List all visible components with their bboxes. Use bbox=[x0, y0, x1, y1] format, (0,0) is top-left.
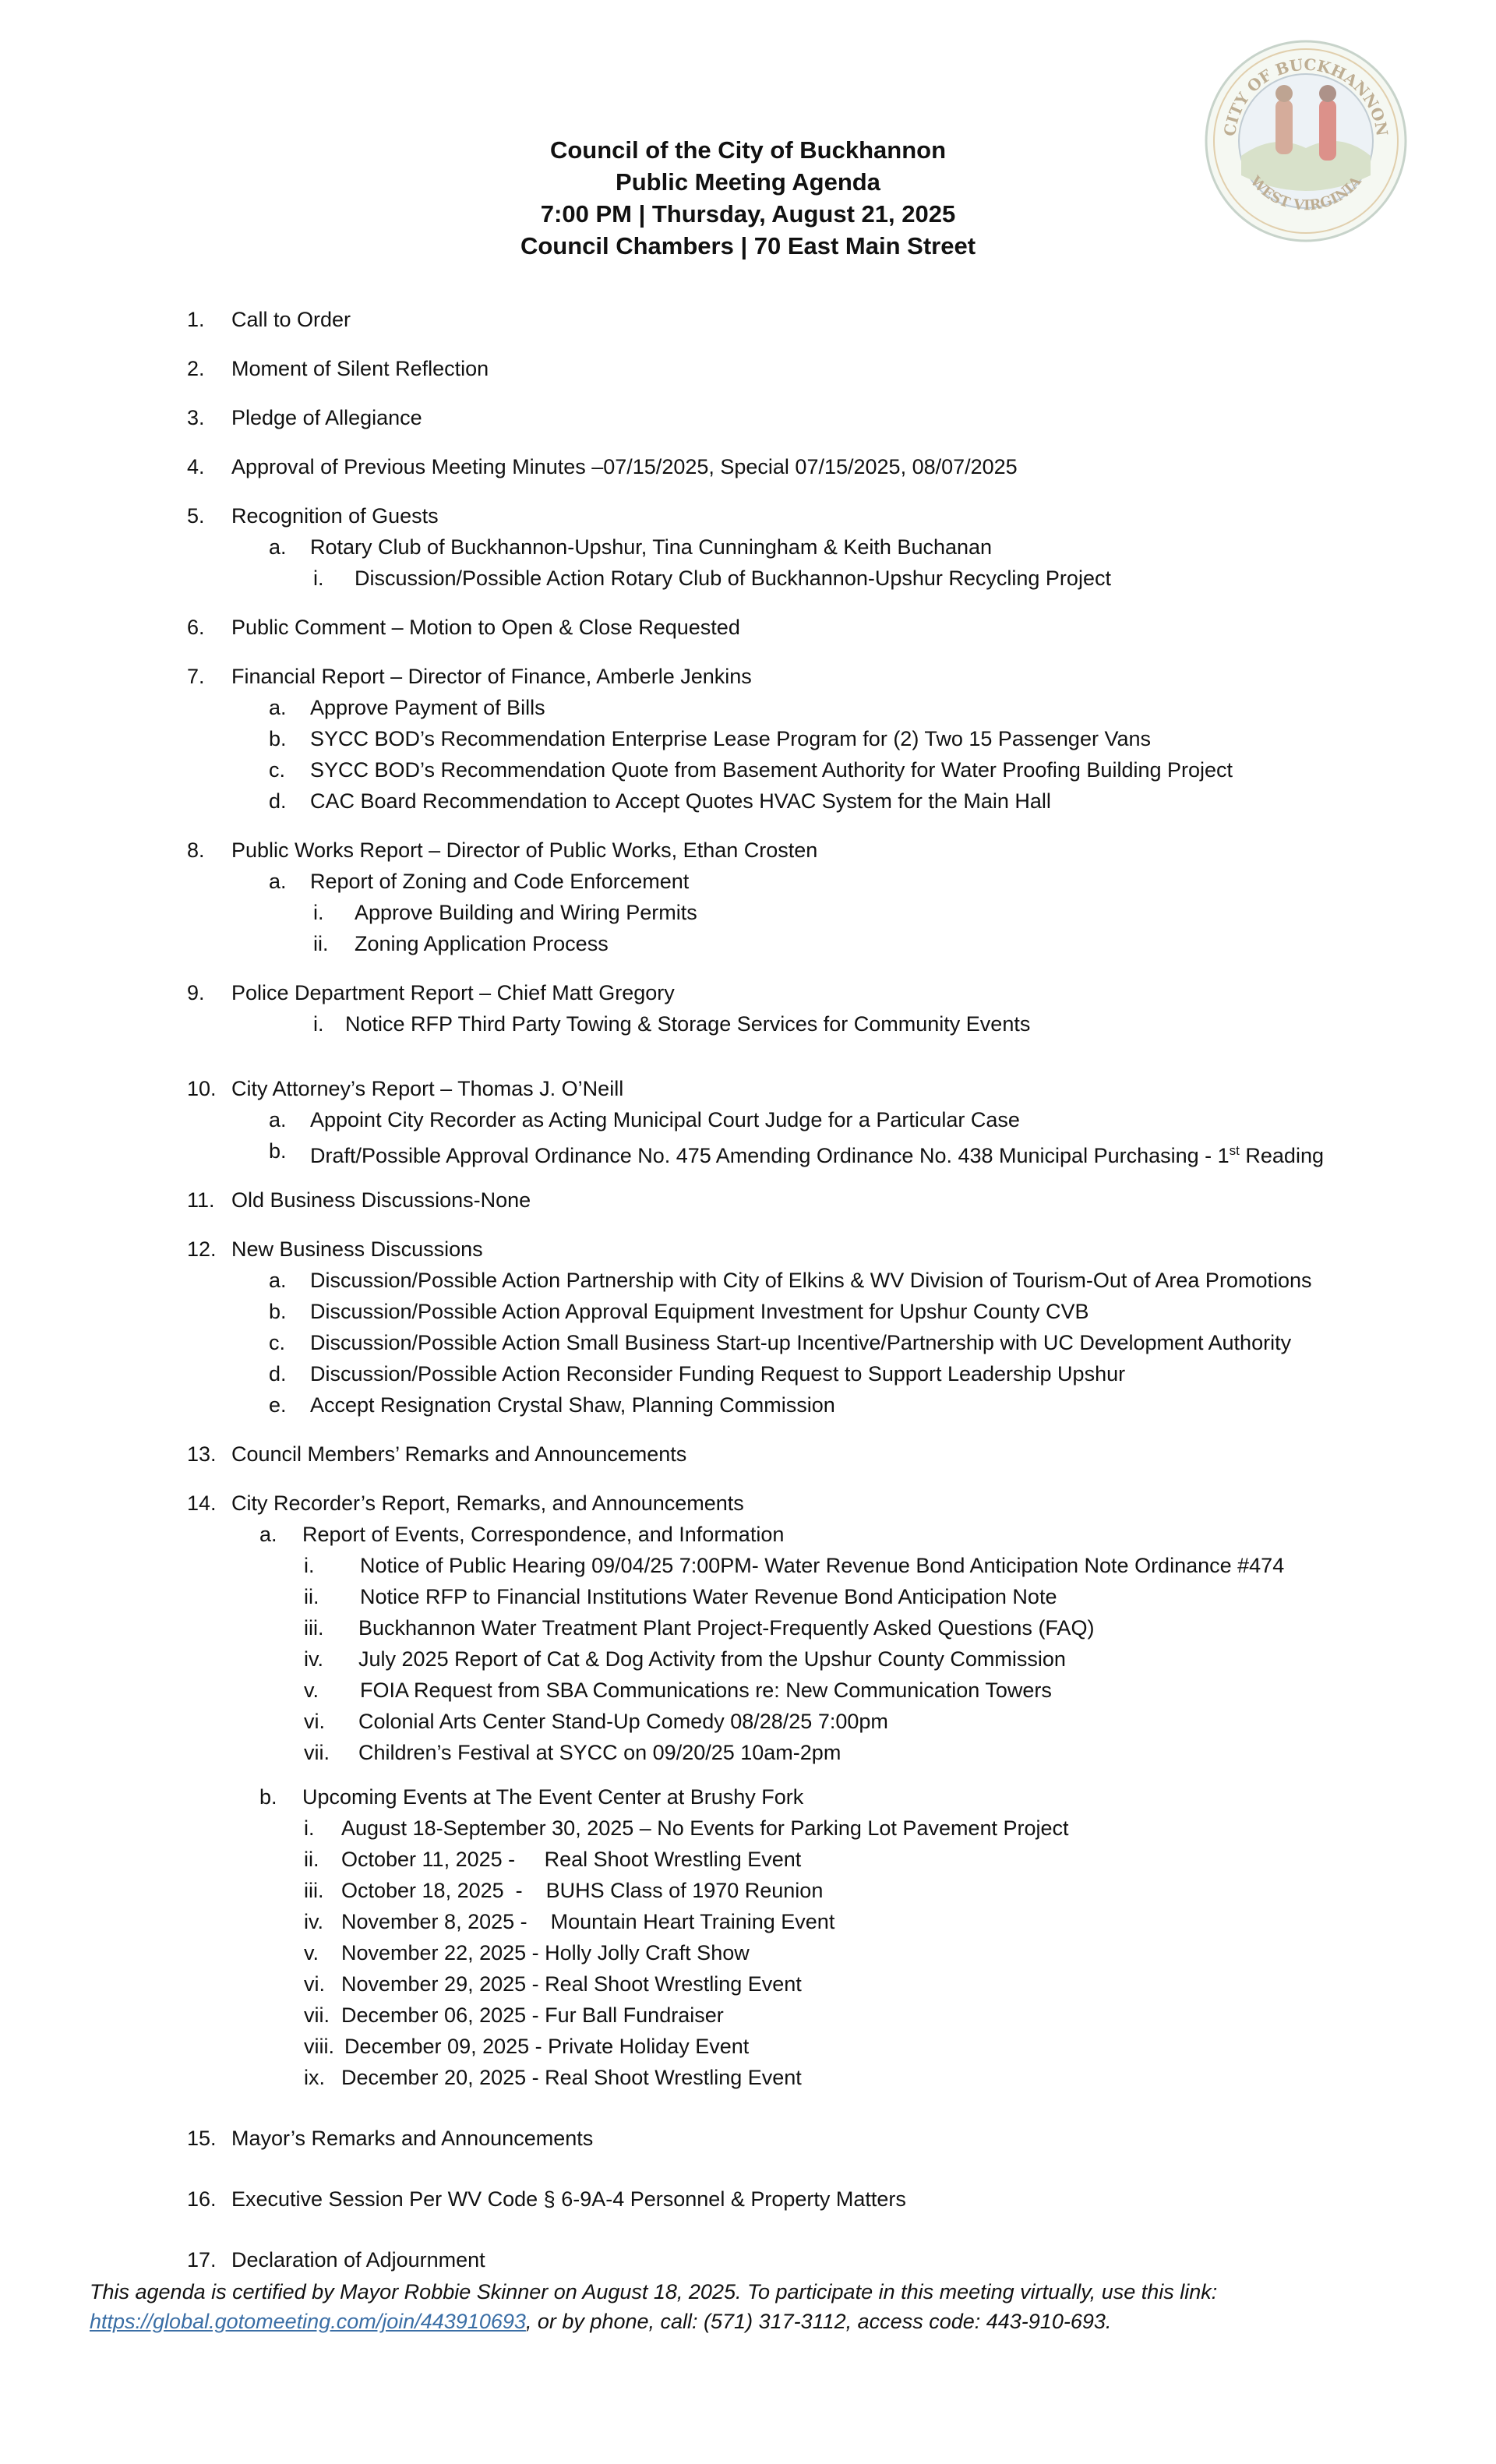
item-number: 15. bbox=[187, 2127, 217, 2150]
sub-item bbox=[0, 1389, 1496, 1421]
item-text: Moment of Silent Reflection bbox=[231, 357, 489, 380]
sub-item-text: Colonial Arts Center Stand-Up Comedy 08/28/25 7:00pm bbox=[358, 1710, 888, 1733]
sub-item-text: October 11, 2025 - Real Shoot Wrestling Event bbox=[341, 1848, 802, 1871]
sub-item-mark: a. bbox=[269, 1108, 287, 1131]
sub-item-mark: i. bbox=[313, 567, 324, 590]
sub-item-text: FOIA Request from SBA Communications re: New Communication Towers bbox=[360, 1679, 1052, 1702]
item-text: Public Comment – Motion to Open & Close Requested bbox=[231, 616, 740, 639]
sub-item-mark: a. bbox=[259, 1523, 277, 1546]
item-text: Recognition of Guests bbox=[231, 504, 439, 528]
item-text: Executive Session Per WV Code § 6-9A-4 Personnel & Property Matters bbox=[231, 2187, 906, 2211]
item-number: 5. bbox=[187, 504, 205, 528]
sub-sub-item bbox=[0, 1875, 1496, 1906]
sub-item-text: Accept Resignation Crystal Shaw, Planning Commission bbox=[310, 1393, 835, 1417]
sub-item-text: November 22, 2025 - Holly Jolly Craft Show bbox=[341, 1941, 750, 1964]
sub-item-mark: a. bbox=[269, 870, 287, 893]
agenda-item-1 bbox=[0, 304, 1496, 335]
sub-item-text: Zoning Application Process bbox=[355, 932, 609, 955]
agenda-item-3 bbox=[0, 402, 1496, 433]
item-text: Old Business Discussions-None bbox=[231, 1188, 531, 1212]
sub-item-text: July 2025 Report of Cat & Dog Activity from the Upshur County Commission bbox=[358, 1647, 1066, 1671]
council-title: Council of the City of Buckhannon bbox=[549, 136, 947, 164]
item-text: New Business Discussions bbox=[231, 1237, 483, 1261]
item-text: City Recorder’s Report, Remarks, and Announcements bbox=[231, 1491, 744, 1515]
sub-sub-item bbox=[0, 1008, 1496, 1040]
sub-item-text-tail: Reading bbox=[1239, 1144, 1324, 1167]
sub-item-text: Approve Payment of Bills bbox=[310, 696, 545, 719]
item-number: 17. bbox=[187, 2248, 217, 2272]
sub-item-text: SYCC BOD’s Recommendation Quote from Basement Authority for Water Proofing Building Project bbox=[310, 758, 1233, 782]
certification-note bbox=[90, 2277, 1414, 2336]
sub-sub-item bbox=[0, 2031, 1496, 2062]
sub-item-text: December 06, 2025 - Fur Ball Fundraiser bbox=[341, 2003, 724, 2027]
sub-item-text: Discussion/Possible Action Partnership with City of Elkins & WV Division of Tourism-Out of Area Promotions bbox=[310, 1269, 1312, 1292]
agenda-item-6 bbox=[0, 612, 1496, 643]
agenda-item-12 bbox=[0, 1234, 1496, 1265]
sub-item-text-main: Draft/Possible Approval Ordinance No. 475 Amending Ordinance No. 438 Municipal Purchasing - 1 bbox=[310, 1144, 1230, 1167]
agenda-item-5 bbox=[0, 500, 1496, 531]
agenda-item-4 bbox=[0, 451, 1496, 482]
agenda-item-11 bbox=[0, 1184, 1496, 1216]
agenda-list bbox=[0, 304, 1496, 2275]
sub-item-text: October 18, 2025 - BUHS Class of 1970 Reunion bbox=[341, 1879, 824, 1902]
sub-item-mark: e. bbox=[269, 1393, 287, 1417]
participation-line bbox=[90, 2307, 1414, 2336]
sub-item-text: December 20, 2025 - Real Shoot Wrestling Event bbox=[341, 2066, 802, 2089]
sub-item bbox=[0, 1104, 1496, 1135]
item-number: 8. bbox=[187, 838, 205, 862]
item-text: Mayor’s Remarks and Announcements bbox=[231, 2127, 594, 2150]
sub-item bbox=[0, 692, 1496, 723]
sub-sub-item bbox=[0, 1675, 1496, 1706]
item-number: 4. bbox=[187, 455, 205, 478]
sub-item-mark: c. bbox=[269, 758, 286, 782]
sub-item-mark: ii. bbox=[304, 1848, 319, 1871]
sub-item-mark: ix. bbox=[304, 2066, 325, 2089]
sub-item bbox=[0, 785, 1496, 817]
sub-item-text: Buckhannon Water Treatment Plant Project-Frequently Asked Questions (FAQ) bbox=[358, 1616, 1095, 1640]
seal-bottom-text: WEST VIRGINIA bbox=[1247, 173, 1365, 214]
sub-item bbox=[0, 754, 1496, 785]
item-text: Approval of Previous Meeting Minutes –07/15/2025, Special 07/15/2025, 08/07/2025 bbox=[231, 455, 1018, 478]
sub-item-text: Report of Events, Correspondence, and Information bbox=[302, 1523, 785, 1546]
sub-item bbox=[0, 531, 1496, 563]
ordinal-suffix: st bbox=[1229, 1143, 1240, 1158]
sub-item-mark: iii. bbox=[304, 1879, 324, 1902]
item-number: 9. bbox=[187, 981, 205, 1004]
agenda-item-10 bbox=[0, 1073, 1496, 1104]
agenda-item-17 bbox=[0, 2244, 1496, 2275]
sub-item-text bbox=[310, 1135, 1324, 1171]
sub-item-mark: viii. bbox=[304, 2035, 334, 2058]
sub-item-mark: vii. bbox=[304, 1741, 330, 1764]
sub-item bbox=[0, 1296, 1496, 1327]
sub-item-mark: vi. bbox=[304, 1972, 325, 1996]
sub-item bbox=[0, 1265, 1496, 1296]
sub-sub-item bbox=[0, 1737, 1496, 1768]
item-number: 1. bbox=[187, 308, 205, 331]
sub-item-mark: i. bbox=[313, 901, 324, 924]
sub-item-text: December 09, 2025 - Private Holiday Event bbox=[344, 2035, 750, 2058]
sub-item-mark: i. bbox=[304, 1816, 315, 1840]
sub-sub-item bbox=[0, 1550, 1496, 1581]
sub-item-mark: v. bbox=[304, 1941, 319, 1964]
sub-sub-item bbox=[0, 1844, 1496, 1875]
item-text: City Attorney’s Report – Thomas J. O’Neill bbox=[231, 1077, 624, 1100]
sub-item-text: Appoint City Recorder as Acting Municipal Court Judge for a Particular Case bbox=[310, 1108, 1020, 1131]
meeting-location: Council Chambers | 70 East Main Street bbox=[520, 232, 976, 259]
sub-item-text: November 8, 2025 - Mountain Heart Training Event bbox=[341, 1910, 835, 1933]
sub-item-text: November 29, 2025 - Real Shoot Wrestling Event bbox=[341, 1972, 802, 1996]
sub-item bbox=[0, 1519, 1496, 1550]
item-number: 2. bbox=[187, 357, 205, 380]
sub-sub-item bbox=[0, 1968, 1496, 2000]
agenda-item-2 bbox=[0, 353, 1496, 384]
sub-item-text: Rotary Club of Buckhannon-Upshur, Tina Cunningham & Keith Buchanan bbox=[310, 535, 993, 559]
sub-item-mark: iv. bbox=[304, 1910, 323, 1933]
item-number: 16. bbox=[187, 2187, 217, 2211]
sub-item-mark: b. bbox=[269, 1139, 287, 1163]
item-number: 12. bbox=[187, 1237, 217, 1261]
sub-item-text: Discussion/Possible Action Rotary Club of Buckhannon-Upshur Recycling Project bbox=[355, 567, 1111, 590]
item-text: Council Members’ Remarks and Announcements bbox=[231, 1442, 687, 1466]
sub-sub-item bbox=[0, 1906, 1496, 1937]
sub-item-mark: ii. bbox=[304, 1585, 319, 1608]
meeting-link[interactable]: https://global.gotomeeting.com/join/443910693 bbox=[90, 2310, 526, 2333]
sub-item-mark: i. bbox=[304, 1554, 315, 1577]
sub-item-mark: a. bbox=[269, 1269, 287, 1292]
meeting-datetime: 7:00 PM | Thursday, August 21, 2025 bbox=[540, 200, 956, 228]
sub-item-text: SYCC BOD’s Recommendation Enterprise Lease Program for (2) Two 15 Passenger Vans bbox=[310, 727, 1151, 750]
sub-sub-item bbox=[0, 1813, 1496, 1844]
sub-item bbox=[0, 1781, 1496, 1813]
agenda-item-9 bbox=[0, 977, 1496, 1008]
sub-item-text: Notice of Public Hearing 09/04/25 7:00PM- Water Revenue Bond Anticipation Note Ordinance #474 bbox=[360, 1554, 1285, 1577]
seal-top-text: CITY OF BUCKHANNON bbox=[1220, 55, 1392, 138]
sub-item-mark: v. bbox=[304, 1679, 319, 1702]
phone-access-text: , or by phone, call: (571) 317-3112, access code: 443-910-693. bbox=[525, 2310, 1112, 2333]
sub-item-mark: i. bbox=[313, 1012, 324, 1036]
item-number: 7. bbox=[187, 665, 205, 688]
sub-item bbox=[0, 1358, 1496, 1389]
sub-item-mark: iii. bbox=[304, 1616, 324, 1640]
sub-sub-item bbox=[0, 897, 1496, 928]
sub-item-text: Children’s Festival at SYCC on 09/20/25 10am-2pm bbox=[358, 1741, 842, 1764]
sub-item-text: CAC Board Recommendation to Accept Quotes HVAC System for the Main Hall bbox=[310, 789, 1051, 813]
sub-sub-item bbox=[0, 2000, 1496, 2031]
sub-item-mark: vi. bbox=[304, 1710, 325, 1733]
item-text: Call to Order bbox=[231, 308, 351, 331]
item-text: Police Department Report – Chief Matt Gregory bbox=[231, 981, 675, 1004]
sub-item-mark: b. bbox=[269, 727, 287, 750]
sub-item bbox=[0, 1135, 1496, 1167]
sub-item-mark: ii. bbox=[313, 932, 329, 955]
sub-item-text: Approve Building and Wiring Permits bbox=[355, 901, 697, 924]
sub-item-text: August 18-September 30, 2025 – No Events for Parking Lot Pavement Project bbox=[341, 1816, 1069, 1840]
sub-item-text: Discussion/Possible Action Reconsider Funding Request to Support Leadership Upshur bbox=[310, 1362, 1126, 1386]
sub-item-text: Report of Zoning and Code Enforcement bbox=[310, 870, 690, 893]
sub-item-mark: d. bbox=[269, 1362, 287, 1386]
agenda-item-13 bbox=[0, 1439, 1496, 1470]
sub-item-mark: a. bbox=[269, 696, 287, 719]
item-number: 10. bbox=[187, 1077, 217, 1100]
item-number: 3. bbox=[187, 406, 205, 429]
item-number: 13. bbox=[187, 1442, 217, 1466]
sub-item-mark: d. bbox=[269, 789, 287, 813]
agenda-item-15 bbox=[0, 2123, 1496, 2154]
sub-item bbox=[0, 866, 1496, 897]
item-text: Pledge of Allegiance bbox=[231, 406, 422, 429]
sub-sub-item bbox=[0, 1706, 1496, 1737]
sub-item-mark: b. bbox=[259, 1785, 277, 1809]
agenda-title: Public Meeting Agenda bbox=[616, 168, 880, 196]
item-text: Public Works Report – Director of Public Works, Ethan Crosten bbox=[231, 838, 818, 862]
sub-item-mark: iv. bbox=[304, 1647, 323, 1671]
sub-item bbox=[0, 1327, 1496, 1358]
sub-sub-item bbox=[0, 1643, 1496, 1675]
item-number: 14. bbox=[187, 1491, 217, 1515]
sub-sub-item bbox=[0, 1581, 1496, 1612]
item-text: Financial Report – Director of Finance, Amberle Jenkins bbox=[231, 665, 752, 688]
sub-item-mark: a. bbox=[269, 535, 287, 559]
sub-sub-item bbox=[0, 928, 1496, 959]
agenda-item-14 bbox=[0, 1488, 1496, 1519]
sub-item-mark: vii. bbox=[304, 2003, 330, 2027]
sub-item-text: Upcoming Events at The Event Center at Brushy Fork bbox=[302, 1785, 804, 1809]
item-number: 6. bbox=[187, 616, 205, 639]
agenda-item-8 bbox=[0, 835, 1496, 866]
sub-sub-item bbox=[0, 2062, 1496, 2093]
agenda-item-7 bbox=[0, 661, 1496, 692]
sub-sub-item bbox=[0, 1937, 1496, 1968]
sub-item-text: Discussion/Possible Action Approval Equipment Investment for Upshur County CVB bbox=[310, 1300, 1089, 1323]
sub-item-text: Notice RFP to Financial Institutions Water Revenue Bond Anticipation Note bbox=[360, 1585, 1057, 1608]
sub-item-mark: b. bbox=[269, 1300, 287, 1323]
sub-item-mark: c. bbox=[269, 1331, 286, 1354]
sub-item-text: Notice RFP Third Party Towing & Storage Services for Community Events bbox=[345, 1012, 1031, 1036]
item-number: 11. bbox=[187, 1188, 215, 1212]
item-text: Declaration of Adjournment bbox=[231, 2248, 485, 2272]
sub-item-text: Discussion/Possible Action Small Business Start-up Incentive/Partnership with UC Development Authority bbox=[310, 1331, 1292, 1354]
sub-item bbox=[0, 723, 1496, 754]
sub-sub-item bbox=[0, 1612, 1496, 1643]
sub-sub-item bbox=[0, 563, 1496, 594]
agenda-item-16 bbox=[0, 2183, 1496, 2215]
certification-line: This agenda is certified by Mayor Robbie Skinner on August 18, 2025. To participate in this meeting virtually, use this link: bbox=[90, 2280, 1218, 2303]
agenda-header bbox=[0, 134, 1496, 262]
